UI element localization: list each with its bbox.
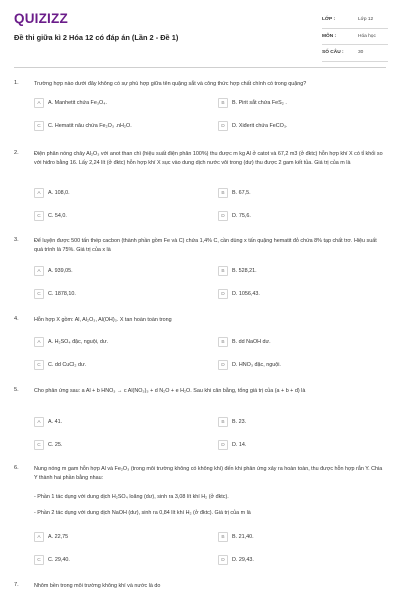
question-2 xyxy=(14,150,386,225)
option-d[interactable] xyxy=(218,554,390,566)
meta-label: LỚP : xyxy=(322,17,336,23)
option-letter: C xyxy=(34,289,44,299)
option-text: C. 54,0. xyxy=(48,213,67,219)
option-text: C. 29,40. xyxy=(48,557,70,563)
option-text: B. Pirit sắt chứa FeS₂ . xyxy=(232,100,287,106)
option-letter: A xyxy=(34,266,44,276)
option-letter: C xyxy=(34,555,44,565)
option-text: A. 22,75 xyxy=(48,534,69,540)
option-d[interactable] xyxy=(218,120,390,132)
option-letter: A xyxy=(34,532,44,542)
page-header xyxy=(0,0,400,62)
meta-label: MÔN : xyxy=(322,33,337,39)
question-5 xyxy=(14,387,386,453)
option-b[interactable] xyxy=(218,97,390,109)
header-divider xyxy=(14,67,386,68)
option-text: B. 528,21. xyxy=(232,268,257,274)
option-text: A. 41. xyxy=(48,419,63,425)
option-letter: D xyxy=(218,440,228,450)
question-number: 2. xyxy=(14,150,19,156)
question-1 xyxy=(14,80,386,135)
option-text: D. 1056,43. xyxy=(232,291,260,297)
question-6 xyxy=(14,465,386,570)
option-letter: A xyxy=(34,417,44,427)
question-7 xyxy=(14,582,386,594)
option-a[interactable] xyxy=(34,416,206,428)
meta-row-count xyxy=(322,45,388,62)
option-d[interactable] xyxy=(218,439,390,451)
option-text: A. H₂SO₄ đặc, nguội, dư. xyxy=(48,339,109,345)
option-c[interactable] xyxy=(34,554,206,566)
option-b[interactable] xyxy=(218,336,390,348)
question-text: Nung nóng m gam hỗn hợp Al và Fe₂O₃ (trong môi trường không có không khí) đến khi phản ứng xảy ra hoàn toàn, thu được hỗn hợp rắn Y. Chia Y thành hai phần bằng nhau: xyxy=(34,466,383,481)
question-text: Điện phân nóng chảy Al₂O₃ với anot than chì (hiệu suất điện phân 100%) thu được m kg Al ở catot và 67,2 m3 (ở đktc) hỗn hợp khí X có tỉ khối so với hiđro bằng 16. Lấy 2,24 lít (ở đktc) hỗn hợp khí X sục vào dung dịch nước vôi trong (dư) thu được 2 gam kết tủa. Giá trị của m là xyxy=(34,151,383,166)
question-number: 5. xyxy=(14,387,19,393)
option-c[interactable] xyxy=(34,210,206,222)
option-d[interactable] xyxy=(218,288,390,300)
option-text: D. 29,43. xyxy=(232,557,254,563)
question-3 xyxy=(14,237,386,303)
question-4 xyxy=(14,316,386,374)
option-text: B. 23. xyxy=(232,419,247,425)
option-text: D. 14. xyxy=(232,442,247,448)
question-text: Nhôm bền trong môi trường không khí và nước là do xyxy=(34,583,161,589)
option-c[interactable] xyxy=(34,288,206,300)
option-letter: C xyxy=(34,440,44,450)
option-letter: D xyxy=(218,121,228,131)
option-letter: B xyxy=(218,266,228,276)
question-number: 7. xyxy=(14,582,19,588)
question-text: Hỗn hợp X gồm: Al, Al₂O₃, Al(OH)₃. X tan hoàn toàn trong xyxy=(34,317,172,323)
option-c[interactable] xyxy=(34,120,206,132)
option-text: D. HNO₃ đặc, nguội. xyxy=(232,362,281,368)
option-a[interactable] xyxy=(34,265,206,277)
option-letter: B xyxy=(218,532,228,542)
option-a[interactable] xyxy=(34,336,206,348)
option-text: C. 1878,10. xyxy=(48,291,76,297)
question-number: 4. xyxy=(14,316,19,322)
option-text: A. Manhetit chứa Fe₃O₄. xyxy=(48,100,107,106)
option-text: A. 108,0. xyxy=(48,190,70,196)
option-a[interactable] xyxy=(34,187,206,199)
meta-label: SỐ CÂU : xyxy=(322,50,344,56)
option-letter: A xyxy=(34,337,44,347)
option-d[interactable] xyxy=(218,210,390,222)
option-letter: D xyxy=(218,289,228,299)
option-letter: B xyxy=(218,337,228,347)
option-c[interactable] xyxy=(34,439,206,451)
meta-row-class xyxy=(322,12,388,29)
option-letter: A xyxy=(34,188,44,198)
option-text: C. Hematit nâu chứa Fe₂O₃ .nH₂O. xyxy=(48,123,132,129)
option-letter: C xyxy=(34,121,44,131)
option-letter: D xyxy=(218,555,228,565)
option-text: C. dd CuCl₂ dư. xyxy=(48,362,87,368)
meta-value: Lớp 12 xyxy=(358,17,374,23)
question-text: Cho phản ứng sau: a Al + b HNO₃ → c Al(NO₃)₃ + d N₂O + e H₂O. Sau khi cân bằng, tổng giá trị của (a + b + d) là xyxy=(34,388,306,394)
option-b[interactable] xyxy=(218,265,390,277)
option-text: B. dd NaOH dư. xyxy=(232,339,271,345)
option-text: C. 25. xyxy=(48,442,63,448)
question-number: 3. xyxy=(14,237,19,243)
option-letter: B xyxy=(218,98,228,108)
option-a[interactable] xyxy=(34,531,206,543)
meta-value: Hóa học xyxy=(358,33,376,39)
option-letter: D xyxy=(218,211,228,221)
option-text: B. 21,40. xyxy=(232,534,254,540)
page-title: Đề thi giữa kì 2 Hóa 12 có đáp án (Lần 2 - Đề 1) xyxy=(14,33,179,42)
option-text: D. 75,6. xyxy=(232,213,251,219)
option-b[interactable] xyxy=(218,187,390,199)
option-text: D. Xiđerit chứa FeCO₃. xyxy=(232,123,288,129)
option-b[interactable] xyxy=(218,531,390,543)
meta-value: 30 xyxy=(358,50,364,56)
question-text: Để luyện được 500 tấn thép cacbon (thành phần gồm Fe và C) chứa 1,4% C, cần dùng x tấn quặng hematit đỏ chứa 8% tạp chất trơ. Hiệu suất quá trình là 75%. Giá trị của x là xyxy=(34,238,377,253)
question-part-2: - Phần 2 tác dụng với dung dịch NaOH (dư), sinh ra 0,84 lít khí H₂ (ở đktc). Giá trị của m là xyxy=(34,510,251,516)
question-text: Trường hợp nào dưới đây không có sự phù hợp giữa tên quặng sắt và công thức hợp chất chính có trong quặng? xyxy=(34,81,307,87)
option-letter: A xyxy=(34,98,44,108)
question-number: 6. xyxy=(14,465,19,471)
option-letter: B xyxy=(218,417,228,427)
option-a[interactable] xyxy=(34,97,206,109)
meta-table xyxy=(322,12,388,62)
option-letter: C xyxy=(34,211,44,221)
option-d[interactable] xyxy=(218,359,390,371)
option-text: A. 939,05. xyxy=(48,268,73,274)
question-part-1: - Phần 1 tác dụng với dung dịch H₂SO₄ loãng (dư), sinh ra 3,08 lít khí H₂ (ở đktc). xyxy=(34,494,229,500)
option-letter: C xyxy=(34,360,44,370)
option-letter: D xyxy=(218,360,228,370)
meta-row-subject xyxy=(322,29,388,46)
option-letter: B xyxy=(218,188,228,198)
quizizz-logo: QUIZIZZ xyxy=(14,11,68,26)
question-number: 1. xyxy=(14,80,19,86)
option-c[interactable] xyxy=(34,359,206,371)
option-text: B. 67,5. xyxy=(232,190,251,196)
option-b[interactable] xyxy=(218,416,390,428)
